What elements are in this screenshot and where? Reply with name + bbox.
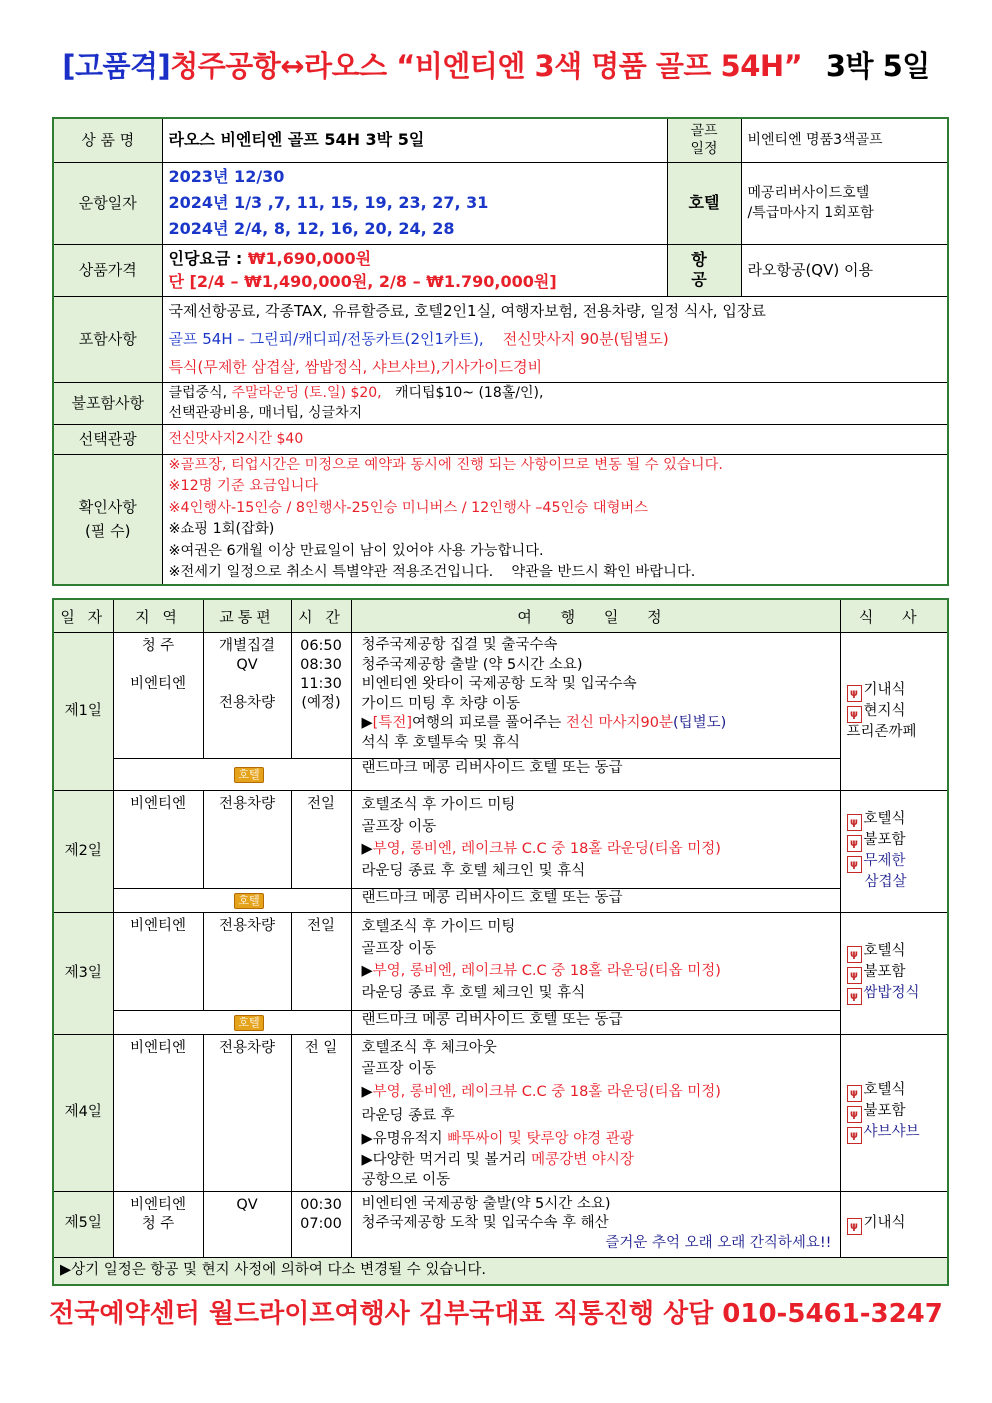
day1-meals [840, 633, 948, 791]
hotel-icon: 호텔 [234, 893, 263, 909]
notice-line: ※전세기 일정으로 취소시 특별약관 적용조건입니다. 약관을 반드시 확인 바랍니다. [168, 564, 696, 580]
title-duration: 3박 5일 [825, 49, 930, 83]
flight-dates-value [162, 162, 667, 244]
special-tag: [특전] [372, 715, 412, 731]
day1-hotel: 랜드마크 메콩 리버사이드 호텔 또는 동급 [351, 759, 840, 791]
col-header-time: 시 간 [291, 599, 351, 633]
day4-itinerary [351, 1035, 840, 1192]
sightseeing-highlight: 빠뚜싸이 및 탓루앙 야경 관광 [447, 1131, 634, 1147]
itinerary-line: 비엔티엔 국제공항 출발(약 5시간 소요) [361, 1195, 611, 1212]
meal-item: 프리존까페 [846, 723, 917, 740]
included-massage: 전신맛사지 90분(팁별도) [502, 330, 669, 348]
meal-item: 호텔식 [863, 1082, 906, 1099]
fork-knife-icon: ψ [847, 1106, 862, 1123]
itinerary-text: ▶다양한 먹거리 및 볼거리 [361, 1151, 532, 1168]
price-value [162, 244, 667, 296]
day2-hotel: 랜드마크 메콩 리버사이드 호텔 또는 동급 [351, 889, 840, 913]
excluded-caddie: 캐디팁$10~ (18홀/인), [381, 385, 544, 401]
day5-itinerary [351, 1191, 840, 1257]
day4-time: 전 일 [291, 1035, 351, 1192]
itinerary-line: 비엔티엔 왓타이 국제공항 도착 및 입국수속 [361, 676, 637, 692]
hotel-label: 호텔 [667, 162, 741, 244]
itinerary-line: 라운딩 종료 후 호텔 체크인 및 휴식 [361, 863, 586, 879]
product-info-table [52, 117, 949, 586]
hotel-value: 메공리버사이드호텔 /특급마사지 1회포함 [741, 162, 948, 244]
product-name-label: 상 품 명 [53, 118, 162, 162]
day5-row [53, 1191, 948, 1257]
meal-item: 기내식 [863, 1214, 906, 1231]
itinerary-footer-note: ▶상기 일정은 항공 및 현지 사정에 의하여 다소 변경될 수 있습니다. [53, 1257, 948, 1285]
meal-item: 호텔식 [863, 811, 906, 828]
day3-transport: 전용차량 [203, 913, 291, 1011]
included-golf: 골프 54H – 그린피/캐디피/전동카트(2인1카트), [168, 330, 484, 348]
day3-label: 제3일 [53, 913, 113, 1035]
meal-item: 샤브샤브 [863, 1124, 920, 1141]
itinerary-line [362, 1082, 834, 1103]
date-line: 2023년 12/30 [168, 167, 285, 186]
included-special-meals: 특식(무제한 삼겹살, 쌈밥정식, 샤브샤브),기사가이드경비 [168, 358, 543, 376]
itinerary-line [362, 960, 834, 982]
page-title [0, 44, 992, 85]
airline-label: 항 공 [667, 244, 741, 296]
fork-knife-icon: ψ [847, 1127, 862, 1144]
day2-label: 제2일 [53, 791, 113, 913]
price-prefix: 인당요금 : [168, 249, 248, 268]
day3-time: 전일 [291, 913, 351, 1011]
price-label: 상품가격 [53, 244, 162, 296]
itinerary-line [362, 714, 834, 734]
notice-line: ※쇼핑 1회(잡화) [168, 521, 275, 537]
day3-row [53, 913, 948, 1011]
col-header-itinerary: 여 행 일 정 [351, 599, 840, 633]
itinerary-text: 여행의 피로를 풀어주는 [411, 715, 566, 731]
day1-transport: 개별집결 QV 전용차량 [203, 633, 291, 759]
day4-region: 비엔티엔 [113, 1035, 203, 1192]
notice-line: ※여권은 6개월 이상 만료일이 남이 있어야 사용 가능합니다. [168, 542, 544, 559]
price-special: 단 [2/4 – ₩1,490,000원, 2/8 – ₩1.790,000원] [168, 272, 557, 291]
day3-meals [840, 913, 948, 1035]
day1-time: 06:50 08:30 11:30 (예정) [291, 633, 351, 759]
optional-tour-label: 선택관광 [53, 424, 162, 454]
optional-tour-value: 전신맛사지2시간 $40 [162, 424, 948, 454]
day2-meals [840, 791, 948, 913]
notice-line: ※4인행사-15인승 / 8인행사-25인승 미니버스 / 12인행사 –45인승 대형버스 [168, 499, 648, 516]
massage-highlight: 전신 마사지90분 [565, 715, 673, 731]
excluded-lunch: 클럽중식, [168, 385, 232, 401]
itinerary-line: 라운딩 종료 후 호텔 체크인 및 휴식 [361, 985, 586, 1001]
flight-dates-label: 운항일자 [53, 162, 162, 244]
day2-transport: 전용차량 [203, 791, 291, 889]
day4-meals [840, 1035, 948, 1192]
fork-knife-icon: ψ [847, 835, 862, 852]
day2-itinerary [351, 791, 840, 889]
fork-knife-icon: ψ [847, 988, 862, 1005]
airline-value: 라오항공(QV) 이용 [741, 244, 948, 296]
col-header-transport: 교통편 [203, 599, 291, 633]
product-name-value: 라오스 비엔티엔 골프 54H 3박 5일 [162, 118, 667, 162]
meal-item: 현지식 [863, 702, 906, 719]
golf-schedule-value: 비엔티엔 명품3색골프 [741, 118, 948, 162]
itinerary-line: 골프장 이동 [361, 941, 437, 957]
hotel-icon: 호텔 [234, 767, 263, 783]
itinerary-line: 호텔조식 후 가이드 미팅 [361, 919, 516, 935]
itinerary-line: 호텔조식 후 가이드 미팅 [361, 797, 516, 813]
fork-knife-icon: ψ [847, 856, 862, 873]
col-header-day: 일 자 [53, 599, 113, 633]
day2-region: 비엔티엔 [113, 791, 203, 889]
meal-item: 호텔식 [863, 943, 906, 959]
notice-value [162, 454, 948, 585]
arrow-icon: ▶ [361, 841, 373, 857]
day5-label: 제5일 [53, 1191, 113, 1257]
itinerary-line: 골프장 이동 [361, 819, 437, 835]
itinerary-line: 가이드 미팅 후 차량 이동 [361, 695, 521, 712]
day1-itinerary [351, 633, 840, 759]
farewell-message: 즐거운 추억 오래 오래 간직하세요!! [605, 1234, 832, 1251]
notice-line: ※12명 기준 요금입니다 [168, 478, 319, 494]
itinerary-line: 골프장 이동 [361, 1060, 437, 1077]
itinerary-line [362, 1150, 834, 1171]
included-label: 포함사항 [53, 296, 162, 382]
date-line: 2024년 2/4, 8, 12, 16, 20, 24, 28 [168, 219, 455, 238]
included-value [162, 296, 948, 382]
golf-highlight: 부영, 롱비엔, 레이크뷰 C.C 중 18홀 라운딩(티옵 미정) [372, 1084, 721, 1100]
day1-label: 제1일 [53, 633, 113, 791]
fork-knife-icon: ψ [847, 1218, 862, 1235]
itinerary-line: 청주국제공항 도착 및 입국수속 후 해산 [361, 1215, 609, 1231]
itinerary-line: 라운딩 종료 후 [361, 1107, 455, 1124]
notice-label: 확인사항 (필 수) [53, 454, 162, 585]
included-line: 국제선항공료, 각종TAX, 유류할증료, 호텔2인1실, 여행자보험, 전용차량, 일정 식사, 입장료 [168, 302, 766, 320]
notice-line: ※골프장, 티업시간은 미정으로 예약과 동시에 진행 되는 사항이므로 변동 될 수 있습니다. [168, 456, 723, 473]
col-header-region: 지 역 [113, 599, 203, 633]
day3-region: 비엔티엔 [113, 913, 203, 1011]
day1-hotel-icon-cell [113, 759, 351, 791]
excluded-weekend: 주말라운딩 (토.일) $20, [231, 385, 382, 401]
fork-knife-icon: ψ [847, 814, 862, 831]
day1-row [53, 633, 948, 759]
day5-time: 00:30 07:00 [291, 1191, 351, 1257]
price-amount: ₩1,690,000원 [247, 249, 372, 268]
fork-knife-icon: ψ [847, 946, 862, 963]
day4-row [53, 1035, 948, 1192]
day4-label: 제4일 [53, 1035, 113, 1192]
golf-highlight: 부영, 롱비엔, 레이크뷰 C.C 중 18홀 라운딩(티옵 미정) [372, 841, 721, 857]
tip-note: (팁별도) [673, 715, 727, 731]
day4-transport: 전용차량 [203, 1035, 291, 1192]
meal-item: 기내식 [863, 681, 906, 698]
golf-schedule-label: 골프 일정 [667, 118, 741, 162]
hotel-icon: 호텔 [234, 1015, 263, 1031]
date-line: 2024년 1/3 ,7, 11, 15, 19, 23, 27, 31 [168, 193, 489, 212]
arrow-icon: ▶ [361, 715, 373, 731]
excluded-line: 선택관광비용, 매너팁, 싱글차지 [168, 405, 363, 421]
itinerary-line [362, 838, 834, 860]
itinerary-text: ▶유명유적지 [361, 1131, 448, 1147]
meal-item: 불포함 [863, 964, 906, 980]
meal-item: 무제한 [863, 853, 906, 870]
meal-item: 쌈밥정식 [863, 985, 920, 1001]
contact-banner: 전국예약센터 월드라이프여행사 김부국대표 직통진행 상담 010-5461-3247 [49, 1299, 943, 1329]
fork-knife-icon: ψ [847, 685, 862, 702]
arrow-icon: ▶ [361, 963, 373, 979]
excluded-label: 불포함사항 [53, 382, 162, 424]
golf-highlight: 부영, 롱비엔, 레이크뷰 C.C 중 18홀 라운딩(티옵 미정) [372, 963, 721, 979]
day5-meals [840, 1191, 948, 1257]
day2-time: 전일 [291, 791, 351, 889]
meal-item: 불포함 [863, 832, 906, 849]
arrow-icon: ▶ [361, 1084, 373, 1100]
day3-hotel: 랜드마크 메콩 리버사이드 호텔 또는 동급 [351, 1011, 840, 1035]
day5-transport: QV [203, 1191, 291, 1257]
day2-hotel-icon-cell [113, 889, 351, 913]
day3-itinerary [351, 913, 840, 1011]
itinerary-line: 청주국제공항 출발 (약 5시간 소요) [361, 656, 583, 673]
title-name: “비엔티엔 3색 명품 골프 54H” [396, 49, 803, 83]
col-header-meals: 식 사 [840, 599, 948, 633]
excluded-value [162, 382, 948, 424]
meal-item: 불포함 [863, 1103, 906, 1120]
meal-item: 삼겹살 [864, 874, 907, 891]
itinerary-line: 청주국제공항 집결 및 출국수속 [361, 637, 558, 653]
fork-knife-icon: ψ [847, 1085, 862, 1102]
itinerary-line: 석식 후 호텔투숙 및 휴식 [361, 734, 521, 751]
itinerary-line: 공항으로 이동 [361, 1172, 451, 1188]
title-prefix: [고품격] [62, 49, 171, 83]
fork-knife-icon: ψ [847, 967, 862, 984]
day5-region: 비엔티엔 청 주 [113, 1191, 203, 1257]
day2-row [53, 791, 948, 889]
itinerary-table [52, 598, 949, 1286]
day1-region: 청 주 비엔티엔 [113, 633, 203, 759]
night-market-highlight: 메콩강변 야시장 [531, 1151, 634, 1168]
day3-hotel-icon-cell [113, 1011, 351, 1035]
title-route: 청주공항↔라오스 [170, 49, 387, 83]
fork-knife-icon: ψ [847, 706, 862, 723]
itinerary-line [362, 1129, 834, 1150]
itinerary-line: 호텔조식 후 체크아웃 [361, 1040, 497, 1056]
